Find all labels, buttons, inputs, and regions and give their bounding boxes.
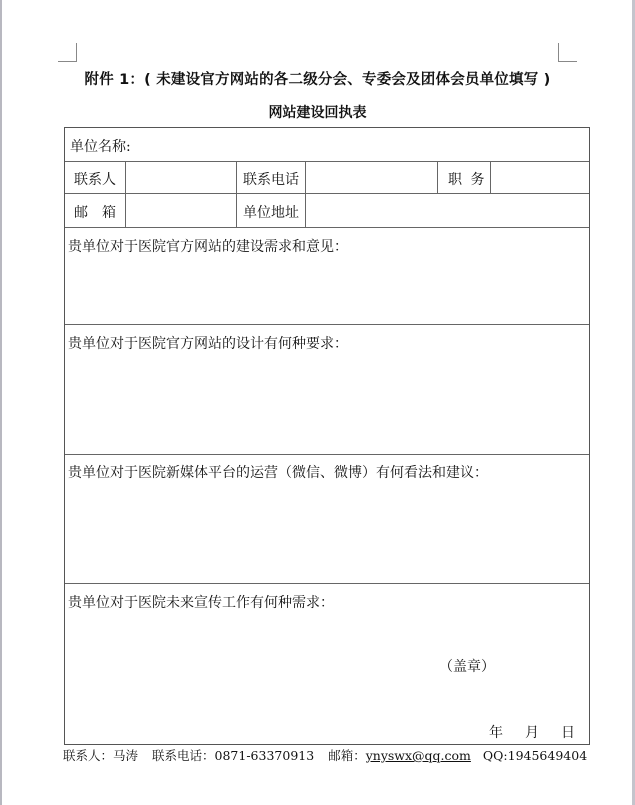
year-label: 年 [489, 725, 503, 741]
day-label: 日 [561, 725, 575, 741]
receipt-form-table [64, 127, 590, 745]
address-field[interactable] [307, 195, 588, 226]
question-website-needs: 贵单位对于医院官方网站的建设需求和意见： [68, 239, 348, 255]
footer-email-label: 邮箱： [328, 748, 366, 763]
footer-qq: QQ:1945649404 [482, 748, 588, 763]
email-field[interactable] [127, 195, 235, 226]
column-divider [437, 161, 438, 193]
seal-label: （盖章） [439, 659, 495, 675]
crop-mark-top-right [558, 43, 577, 62]
document-heading: 附件 1：( 未建设官方网站的各二级分会、专委会及团体会员单位填写 ) [84, 72, 551, 88]
phone-field[interactable] [307, 163, 436, 192]
publicity-answer-area[interactable] [67, 615, 588, 675]
row-divider [65, 161, 589, 162]
row-divider [65, 454, 589, 455]
column-divider [305, 161, 306, 227]
column-divider [236, 161, 237, 227]
month-label: 月 [525, 725, 539, 741]
row-divider [65, 227, 589, 228]
position-label: 职 务 [448, 172, 487, 188]
contact-field[interactable] [127, 163, 235, 192]
position-field[interactable] [492, 163, 588, 192]
website-design-answer-area[interactable] [67, 356, 588, 452]
crop-mark-top-left [58, 43, 77, 62]
address-label: 单位地址 [243, 205, 299, 221]
footer-contact: 联系人：马涛 [63, 748, 139, 763]
website-needs-answer-area[interactable] [67, 258, 588, 322]
footer-email-link[interactable]: ynyswx@qq.com [365, 748, 471, 763]
form-title: 网站建设回执表 [268, 105, 367, 121]
row-divider [65, 193, 589, 194]
question-publicity: 贵单位对于医院未来宣传工作有何种需求： [68, 595, 334, 611]
new-media-answer-area[interactable] [67, 485, 588, 581]
unit-name-field[interactable] [145, 130, 585, 159]
column-divider [490, 161, 491, 193]
question-new-media: 贵单位对于医院新媒体平台的运营（微信、微博）有何看法和建议： [68, 465, 488, 481]
footer-phone: 联系电话：0871-63370913 [152, 748, 315, 763]
row-divider [65, 583, 589, 584]
email-label: 邮 箱 [74, 205, 116, 221]
column-divider [125, 161, 126, 227]
phone-label: 联系电话 [243, 172, 299, 188]
unit-name-label: 单位名称: [70, 139, 131, 155]
footer-contact-info [63, 746, 601, 764]
row-divider [65, 324, 589, 325]
contact-label: 联系人 [74, 172, 116, 188]
question-website-design: 贵单位对于医院官方网站的设计有何种要求： [68, 336, 348, 352]
